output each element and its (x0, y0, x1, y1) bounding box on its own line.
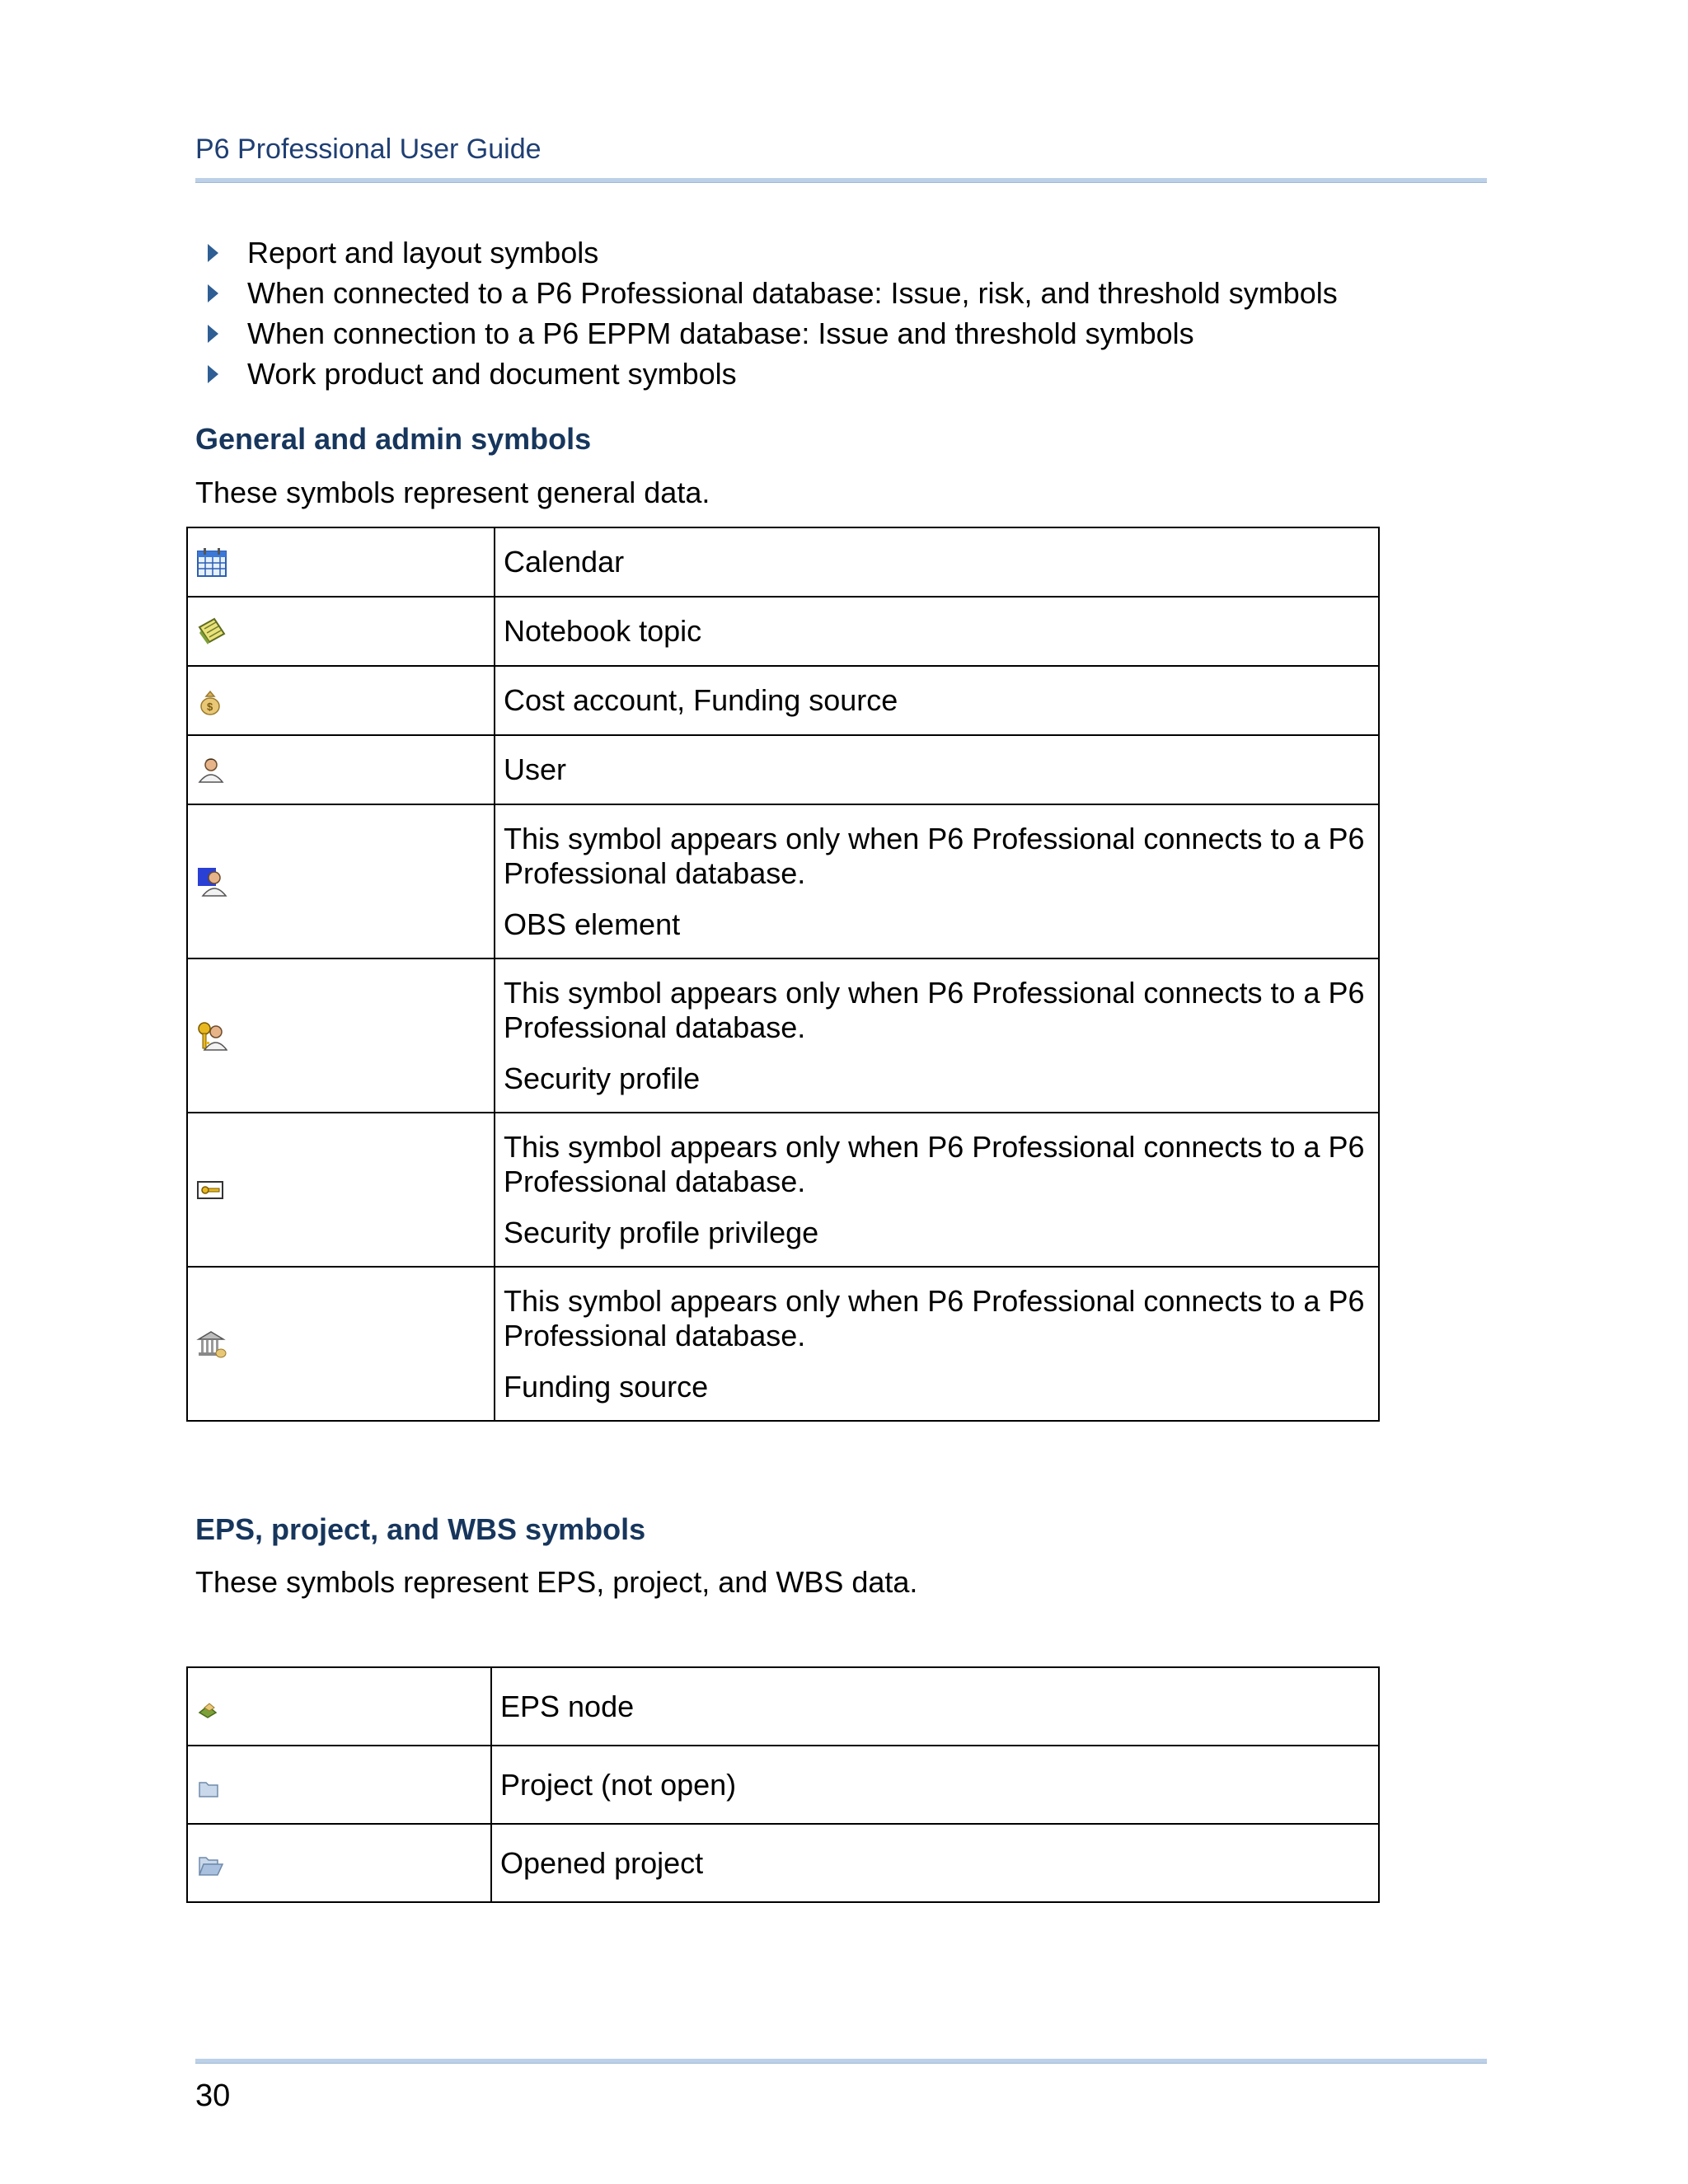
triangle-bullet-icon (208, 244, 218, 262)
section-heading-general: General and admin symbols (195, 422, 592, 456)
description-cell: Notebook topic (495, 597, 1379, 666)
triangle-bullet-icon (208, 284, 218, 302)
table-row (187, 1746, 1379, 1824)
icon-cell (187, 1824, 491, 1902)
icon-cell (187, 597, 495, 666)
notebook-icon (196, 616, 227, 647)
table-row (187, 804, 1379, 958)
section-heading-eps: EPS, project, and WBS symbols (195, 1512, 646, 1546)
icon-cell (187, 1746, 491, 1824)
list-item: When connection to a P6 EPPM database: Issue and threshold symbols (206, 313, 1338, 354)
table-row (187, 1824, 1379, 1902)
bank-icon (196, 1329, 227, 1360)
section-intro-general: These symbols represent general data. (195, 476, 710, 509)
description-cell: Cost account, Funding source (495, 666, 1379, 735)
description-cell: Opened project (491, 1824, 1379, 1902)
triangle-bullet-icon (208, 365, 218, 383)
folder-closed-icon (196, 1769, 227, 1801)
description-cell: Project (not open) (491, 1746, 1379, 1824)
description-cell: This symbol appears only when P6 Professional connects to a P6 Professional database. Security profile privilege (495, 1113, 1379, 1267)
icon-cell (187, 666, 495, 735)
icon-cell (187, 735, 495, 804)
table-row (187, 1113, 1379, 1267)
icon-cell (187, 958, 495, 1113)
bullet-list (206, 232, 1338, 394)
icon-cell (187, 1667, 491, 1746)
table-row (187, 666, 1379, 735)
obs-user-icon (196, 866, 227, 898)
eps-node-icon (196, 1691, 227, 1722)
description-cell: Calendar (495, 527, 1379, 597)
running-header: P6 Professional User Guide (195, 134, 542, 165)
description-cell: EPS node (491, 1667, 1379, 1746)
table-row (187, 735, 1379, 804)
user-icon (196, 754, 227, 785)
table-row (187, 1667, 1379, 1746)
general-symbols-table (186, 527, 1380, 1422)
folder-open-icon (196, 1848, 227, 1879)
triangle-bullet-icon (208, 325, 218, 343)
table-row (187, 597, 1379, 666)
header-rule (195, 178, 1487, 183)
description-cell: This symbol appears only when P6 Professional connects to a P6 Professional database. Security profile (495, 958, 1379, 1113)
icon-cell (187, 804, 495, 958)
eps-symbols-table (186, 1666, 1380, 1903)
list-item: When connected to a P6 Professional database: Issue, risk, and threshold symbols (206, 273, 1338, 313)
table-row (187, 1267, 1379, 1421)
calendar-icon (196, 546, 227, 578)
section-intro-eps: These symbols represent EPS, project, and WBS data. (195, 1565, 918, 1599)
svg-text:$: $ (207, 701, 213, 713)
description-cell: User (495, 735, 1379, 804)
description-cell: This symbol appears only when P6 Professional connects to a P6 Professional database. OBS element (495, 804, 1379, 958)
key-icon (196, 1174, 227, 1206)
footer-rule (195, 2059, 1487, 2064)
icon-cell (187, 1113, 495, 1267)
page-number: 30 (195, 2079, 231, 2113)
icon-cell (187, 1267, 495, 1421)
security-key-user-icon (196, 1020, 227, 1052)
icon-cell (187, 527, 495, 597)
money-bag-icon (196, 685, 227, 716)
table-row (187, 958, 1379, 1113)
list-item: Work product and document symbols (206, 354, 1338, 394)
table-row (187, 527, 1379, 597)
list-item: Report and layout symbols (206, 232, 1338, 273)
description-cell: This symbol appears only when P6 Professional connects to a P6 Professional database. Funding source (495, 1267, 1379, 1421)
